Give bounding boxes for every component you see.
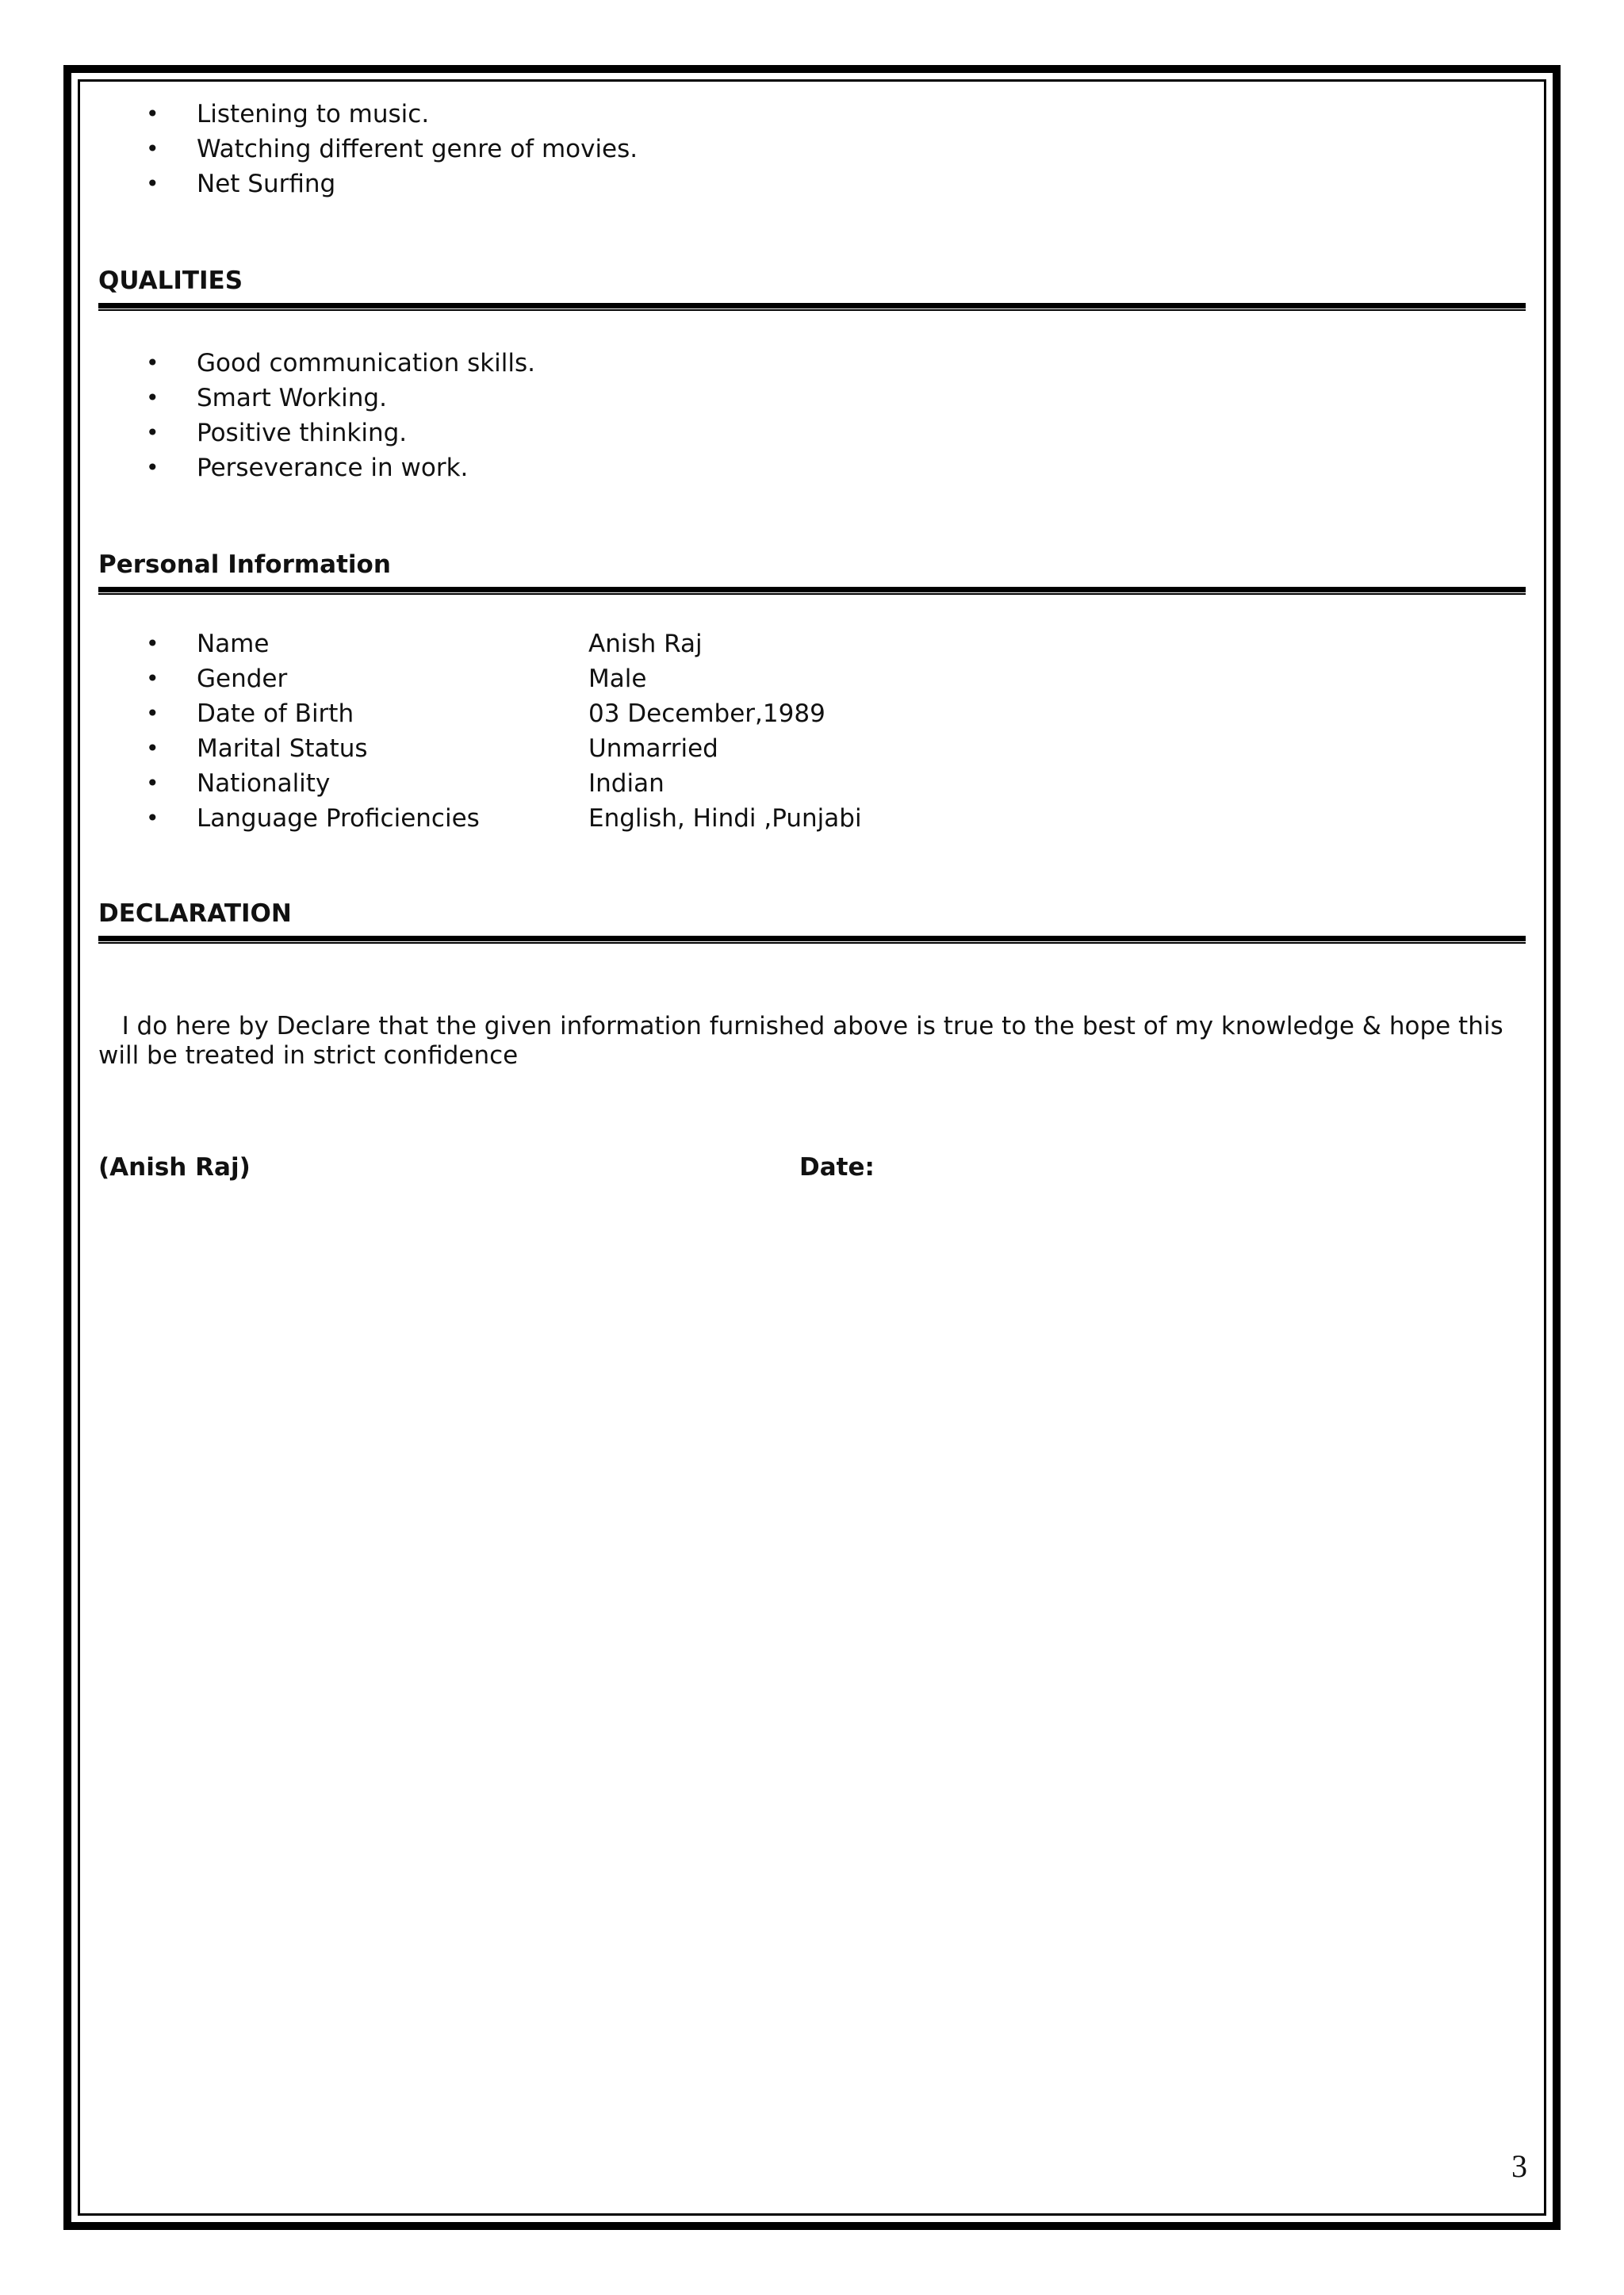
resume-page-content: [98, 94, 1526, 1185]
list-item: [98, 97, 1526, 132]
info-value: Unmarried: [588, 734, 718, 763]
hobbies-list: [98, 97, 1526, 201]
info-label: Gender: [197, 665, 288, 693]
hobby-text: Watching different genre of movies.: [197, 135, 638, 163]
bullet-icon: •: [146, 170, 159, 197]
date-label: Date:: [799, 1153, 875, 1182]
info-row: [98, 626, 1526, 661]
info-row: [98, 731, 1526, 766]
qualities-list: [98, 346, 1526, 485]
bullet-icon: •: [146, 770, 159, 796]
hobby-text: Net Surfing: [197, 170, 336, 198]
info-value: Male: [588, 665, 647, 693]
info-row: [98, 766, 1526, 801]
info-value: Indian: [588, 769, 665, 798]
list-item: [98, 167, 1526, 201]
declaration-text: I do here by Declare that the given information furnished above is true to the best of my knowledge & hope this will be treated in strict confidence: [98, 1012, 1511, 1070]
declaration-heading: DECLARATION: [98, 899, 292, 928]
info-value: 03 December,1989: [588, 699, 825, 728]
list-item: [98, 381, 1526, 416]
info-label: Name: [197, 630, 270, 658]
qualities-section: [98, 265, 1526, 485]
hobby-text: Listening to music.: [197, 100, 430, 128]
signature-row: [98, 1153, 1526, 1185]
info-label: Language Proficiencies: [197, 804, 480, 833]
info-value: Anish Raj: [588, 630, 703, 658]
info-row: [98, 801, 1526, 836]
info-label: Date of Birth: [197, 699, 354, 728]
bullet-icon: •: [146, 385, 159, 411]
bullet-icon: •: [146, 101, 159, 127]
bullet-icon: •: [146, 454, 159, 481]
bullet-icon: •: [146, 665, 159, 692]
bullet-icon: •: [146, 735, 159, 761]
personal-info-heading: Personal Information: [98, 550, 391, 579]
personal-info-section: [98, 549, 1526, 836]
quality-text: Smart Working.: [197, 384, 387, 412]
quality-text: Positive thinking.: [197, 419, 408, 447]
bullet-icon: •: [146, 350, 159, 376]
section-divider: [98, 303, 1526, 311]
list-item: [98, 416, 1526, 450]
info-label: Marital Status: [197, 734, 368, 763]
list-item: [98, 450, 1526, 485]
bullet-icon: •: [146, 805, 159, 831]
info-label: Nationality: [197, 769, 331, 798]
bullet-icon: •: [146, 700, 159, 726]
page-number: 3: [1511, 2148, 1527, 2184]
declaration-section: [98, 898, 1526, 1071]
signature-name: (Anish Raj): [98, 1153, 251, 1182]
list-item: [98, 346, 1526, 381]
section-divider: [98, 587, 1526, 595]
quality-text: Good communication skills.: [197, 349, 536, 377]
bullet-icon: •: [146, 630, 159, 657]
section-divider: [98, 936, 1526, 944]
info-row: [98, 696, 1526, 731]
qualities-heading: QUALITIES: [98, 266, 243, 295]
personal-info-list: [98, 626, 1526, 836]
list-item: [98, 132, 1526, 167]
bullet-icon: •: [146, 420, 159, 446]
info-value: English, Hindi ,Punjabi: [588, 804, 862, 833]
info-row: [98, 661, 1526, 696]
bullet-icon: •: [146, 136, 159, 162]
quality-text: Perseverance in work.: [197, 454, 469, 482]
